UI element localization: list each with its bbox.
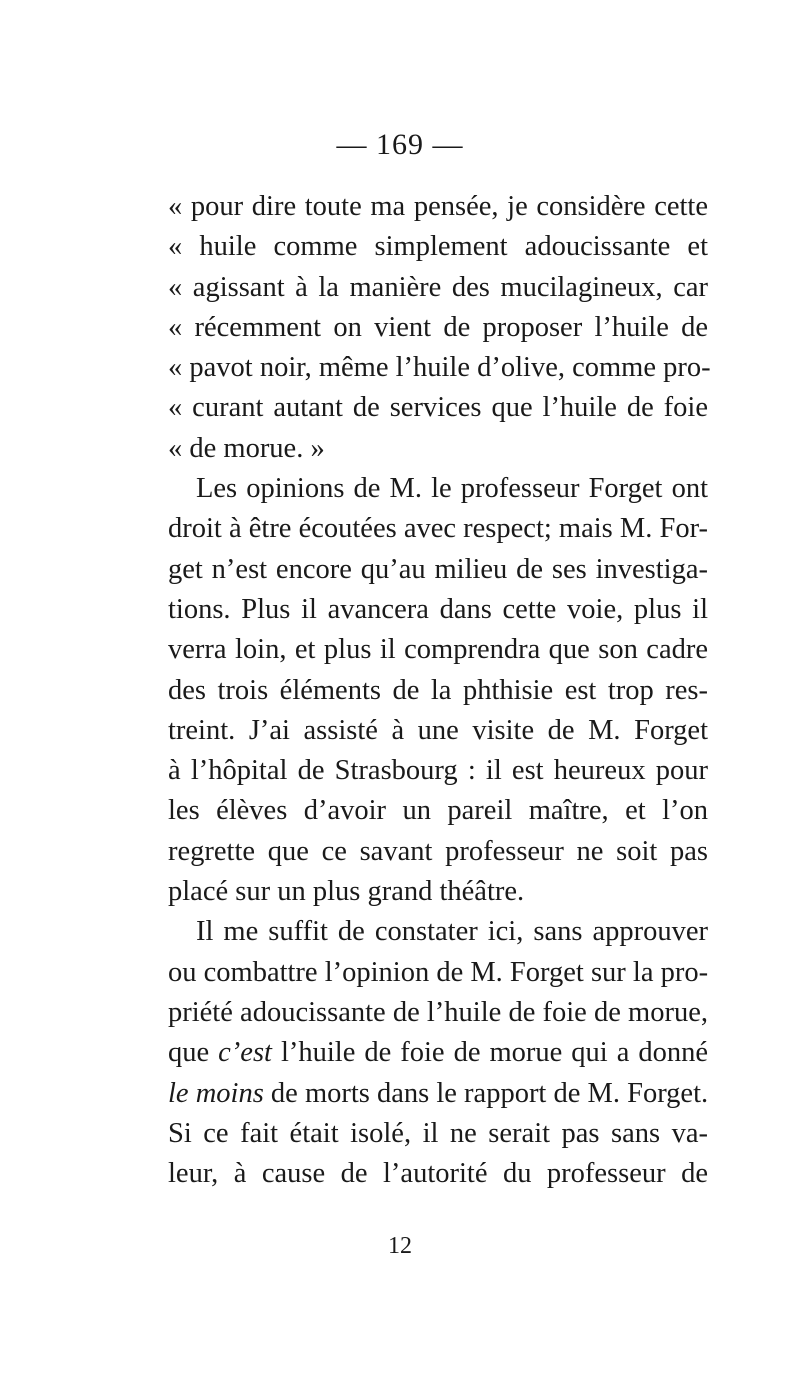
text-line: get n’est encore qu’au milieu de ses investiga- xyxy=(168,553,708,585)
page-number-header: — 169 — xyxy=(336,128,464,161)
text-line xyxy=(168,1033,708,1073)
text-line: « récemment on vient de proposer l’huile de xyxy=(168,311,708,343)
text-fragment: de morts dans le rapport de M. Forget. xyxy=(263,1077,709,1109)
text-line: des trois éléments de la phthisie est trop res- xyxy=(168,674,708,706)
text-line: « pour dire toute ma pensée, je considère cette xyxy=(168,191,708,222)
text-line: Les opinions de M. le professeur Forget ont xyxy=(196,473,708,505)
text-line: « curant autant de services que l’huile de foie xyxy=(168,392,708,424)
text-line: regrette que ce savant professeur ne soit pas xyxy=(168,835,708,867)
text-lines-end xyxy=(168,1114,708,1195)
text-lines-main xyxy=(168,187,711,1033)
text-line: treint. J’ai assisté à une visite de M. Forget xyxy=(168,714,708,746)
text-line xyxy=(168,1074,708,1114)
text-line: Si ce fait était isolé, il ne serait pas sans va- xyxy=(168,1117,708,1149)
italic-text: c’est xyxy=(218,1037,272,1069)
text-line: droit à être écoutées avec respect; mais M. For- xyxy=(168,513,708,545)
text-line: leur, à cause de l’autorité du professeur de xyxy=(168,1158,708,1190)
text-line: les élèves d’avoir un pareil maître, et l’on xyxy=(168,795,708,827)
text-line: priété adoucissante de l’huile de foie de morue, xyxy=(168,996,708,1028)
text-line: ou combattre l’opinion de M. Forget sur la pro- xyxy=(168,956,709,988)
text-fragment: l’huile de foie de morue qui a donné xyxy=(271,1037,708,1069)
text-fragment: que xyxy=(168,1037,219,1069)
italic-text: le moins xyxy=(168,1077,264,1109)
signature-mark: 12 xyxy=(388,1233,412,1259)
text-line: « pavot noir, même l’huile d’olive, comme pro- xyxy=(168,352,711,384)
text-line: « agissant à la manière des mucilagineux, car xyxy=(168,271,708,303)
text-line: à l’hôpital de Strasbourg : il est heureux pour xyxy=(168,755,708,787)
text-line: « de morue. » xyxy=(168,432,325,464)
text-line: placé sur un plus grand théâtre. xyxy=(168,876,525,908)
text-line: Il me suffit de constater ici, sans approuver xyxy=(196,916,708,948)
text-line: « huile comme simplement adoucissante et xyxy=(168,231,708,263)
text-line: tions. Plus il avancera dans cette voie, plus il xyxy=(168,593,708,625)
text-line: verra loin, et plus il comprendra que son cadre xyxy=(168,634,708,666)
body-text xyxy=(168,187,711,1194)
